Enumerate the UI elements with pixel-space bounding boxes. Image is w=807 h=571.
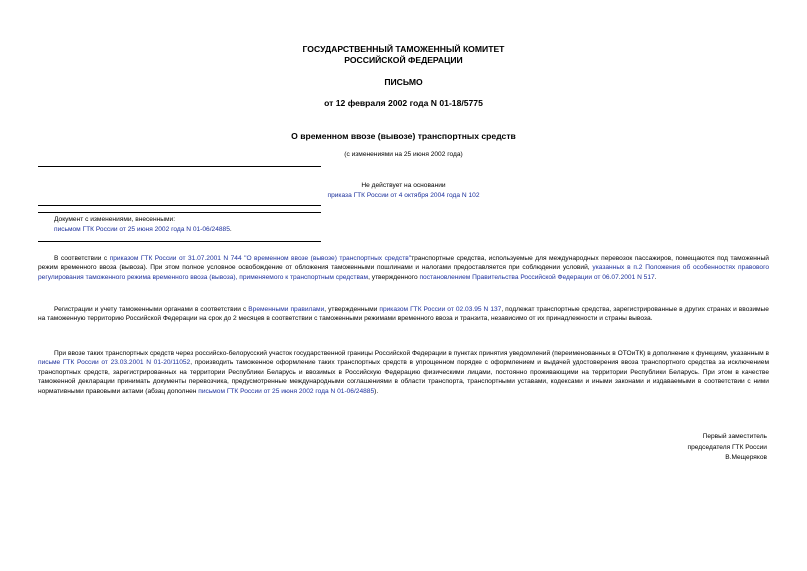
- signatory-title-1: Первый заместитель: [702, 433, 767, 440]
- status-link[interactable]: приказа ГТК России от 4 октября 2004 года N 102: [327, 192, 480, 199]
- status-text: Не действует на основании: [361, 182, 446, 189]
- regulation-clause-link[interactable]: указанных в п.2 Положения об особенностях правового регулирования таможенного режима временного ввоза (вывоза), применяемого к транспортным средствам: [38, 264, 770, 281]
- paragraph-3: [38, 349, 769, 396]
- letter-24885-link[interactable]: письмом ГТК России от 25 июня 2002 года N 01-06/24885: [198, 387, 375, 395]
- status-block: [0, 181, 807, 201]
- changes-tail: .: [229, 226, 232, 233]
- text: , подлежат транспортные средства, зарегистрированные в других странах и ввозимые на таможенную территорию Российской Федерации на срок до 2 месяцев в соответствии с таможенными режимами временного ввоза и транзита, независимо от их принадлежности и страны вывоза.: [38, 306, 769, 323]
- text: транспортные средства, используемые для международных перевозок пассажиров, помещаются под таможенный режим временного ввоза (вывоза). При этом полное условное освобождение от обложения таможенными пошлинами и налогами предоставляется при соблюдении условий,: [38, 255, 769, 272]
- signature-block: [688, 432, 767, 464]
- temporary-rules-link[interactable]: Временными правилами: [248, 306, 325, 313]
- divider: [38, 241, 321, 242]
- authority-line-2: РОССИЙСКОЙ ФЕДЕРАЦИИ: [344, 55, 463, 65]
- paragraph-1: [38, 254, 769, 282]
- changes-text: Документ с изменениями, внесенными:: [54, 216, 176, 223]
- text: , утвержденного: [368, 273, 420, 281]
- letter-11052-link[interactable]: письме ГТК России от 23.03.2001 N 01-20/11052: [38, 359, 191, 367]
- paragraph-2: [38, 305, 769, 324]
- changes-link[interactable]: письмом ГТК России от 25 июня 2002 года N 01-06/24885: [54, 226, 230, 233]
- changes-note: (с изменениями на 25 июня 2002 года): [344, 151, 463, 158]
- divider: [38, 166, 321, 167]
- authority-line-1: ГОСУДАРСТВЕННЫЙ ТАМОЖЕННЫЙ КОМИТЕТ: [302, 44, 505, 54]
- text: ).: [374, 387, 379, 395]
- document-date-number: от 12 февраля 2002 года N 01-18/5775: [324, 98, 483, 108]
- signatory-name: В.Мещеряков: [725, 454, 767, 461]
- text: , утвержденными: [324, 306, 380, 313]
- order-137-link[interactable]: приказом ГТК России от 02.03.95 N 137: [379, 306, 502, 313]
- text: Регистрации и учету таможенными органами в соответствии с: [54, 306, 249, 313]
- document-subject: О временном ввозе (вывозе) транспортных средств: [291, 131, 516, 141]
- changes-block: [54, 215, 232, 235]
- signatory-title-2: председателя ГТК России: [687, 443, 767, 451]
- divider: [38, 212, 321, 213]
- divider: [38, 205, 321, 206]
- document-type: ПИСЬМО: [384, 77, 423, 87]
- issuing-authority: [0, 44, 807, 66]
- text: При ввозе таких транспортных средств через российско-белорусский участок государственной границы Российской Федерации в пунктах принятия уведомлений (переименованных в ОТОиТК) в дополнение к функциям, указанным в: [54, 350, 769, 357]
- text: , производить таможенное оформление таких транспортных средств в упрощенном порядке с оформлением и выдачей удостоверения ввоза транспортного средства за исключением транспортных средств, зарегистрированных на территории Республики Беларусь и ввозимых в Российскую Федерацию физическими лицами, постоянно проживающими на территории Республики Беларусь. При этом в качестве таможенной декларации принимать документы перевозчика, предусмотренные международными соглашениями в области транспорта, транспортными уставами, кодексами и иными законами и издаваемыми в соответствии с ними нормативными правовыми актами (абзац дополнен: [38, 359, 769, 395]
- text: В соответствии с: [54, 255, 110, 262]
- order-744-link[interactable]: приказом ГТК России от 31.07.2001 N 744 "О временном ввозе (вывозе) транспортных средств": [109, 255, 412, 262]
- government-decree-link[interactable]: постановлением Правительства Российской Федерации от 06.07.2001 N 517: [419, 273, 655, 281]
- text: .: [654, 273, 657, 281]
